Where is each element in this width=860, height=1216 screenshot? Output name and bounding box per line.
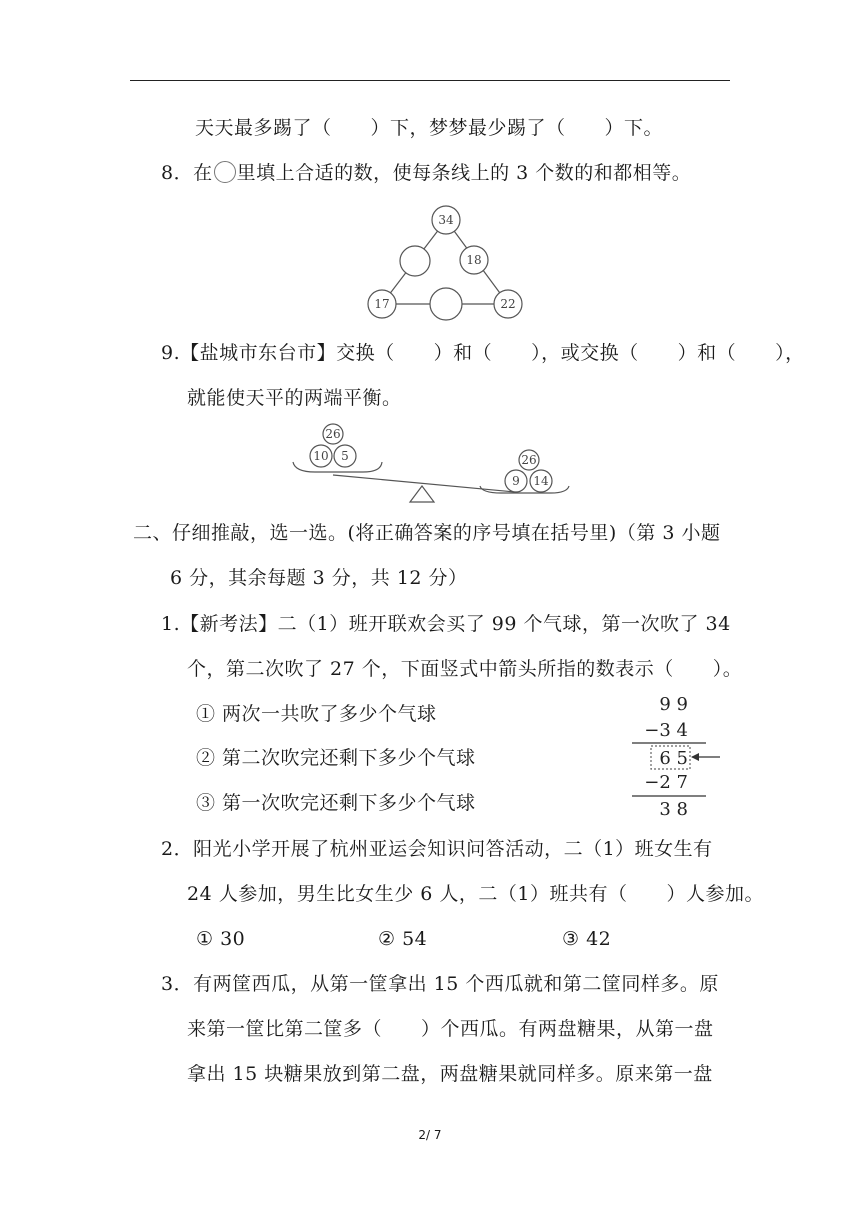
left-top-value: 26 [325, 427, 341, 441]
question-8-text: 里填上合适的数，使每条线上的 3 个数的和都相等。 [236, 162, 692, 184]
question-8 [161, 161, 691, 185]
section-2-heading-line-1: 二、仔细推敲，选一选。(将正确答案的序号填在括号里)（第 3 小题 [133, 522, 721, 544]
choice-3-line-1: 3．有两筐西瓜，从第一筐拿出 15 个西瓜就和第二筐同样多。原 [161, 973, 719, 995]
choice-1-option-3: ③ 第一次吹完还剩下多少个气球 [196, 792, 476, 814]
arrow-left-icon [691, 753, 699, 761]
choice-1-option-2: ② 第二次吹完还剩下多少个气球 [196, 747, 476, 769]
choice-2-option-b: ② 54 [378, 928, 428, 950]
choice-1-line-2: 个，第二次吹了 27 个，下面竖式中箭头所指的数表示（ ）。 [187, 658, 743, 680]
page-number: 2/ 7 [418, 1128, 442, 1142]
header-rule [130, 80, 730, 81]
choice-2-line-2: 24 人参加，男生比女生少 6 人，二（1）班共有（ ）人参加。 [187, 883, 764, 905]
circle-symbol-icon [214, 161, 236, 183]
choice-3-line-3: 拿出 15 块糖果放到第二盘，两盘糖果就同样多。原来第一盘 [187, 1063, 713, 1085]
triangle-bottom-left-value: 17 [374, 297, 390, 311]
circle-bottom-mid [430, 288, 462, 320]
choice-1-line-1: 1.【新考法】二（1）班开联欢会买了 99 个气球，第一次吹了 34 [161, 613, 731, 635]
subtraction-row-3: 6 5 [659, 748, 688, 769]
vertical-subtraction [620, 690, 735, 820]
balance-scale-diagram [285, 420, 580, 510]
right-a-value: 9 [512, 474, 520, 488]
question-8-number: 8．在 [161, 162, 213, 184]
choice-2-option-c: ③ 42 [562, 928, 612, 950]
subtraction-row-1: 9 9 [659, 694, 688, 715]
triangle-top-value: 34 [438, 213, 454, 227]
circle-left-mid [400, 246, 430, 276]
right-top-value: 26 [521, 453, 537, 467]
triangle-bottom-right-value: 22 [500, 297, 516, 311]
section-2-heading-line-2: 6 分，其余每题 3 分，共 12 分） [170, 567, 468, 589]
triangle-right-mid-value: 18 [466, 253, 482, 267]
question-7-continuation: 天天最多踢了（ ）下，梦梦最少踢了（ ）下。 [195, 117, 664, 139]
subtraction-row-2: −3 4 [644, 720, 688, 741]
balance-fulcrum [410, 486, 434, 502]
subtraction-row-5: 3 8 [659, 799, 688, 820]
left-a-value: 10 [313, 449, 329, 463]
triangle-diagram [360, 200, 530, 325]
left-b-value: 5 [341, 449, 349, 463]
choice-2-line-1: 2．阳光小学开展了杭州亚运会知识问答活动，二（1）班女生有 [161, 838, 713, 860]
question-9-line-1: 9.【盐城市东台市】交换（ ）和（ ），或交换（ ）和（ ）， [161, 342, 805, 364]
choice-2-option-a: ① 30 [196, 928, 246, 950]
question-9-line-2: 就能使天平的两端平衡。 [187, 387, 402, 409]
subtraction-row-4: −2 7 [644, 772, 688, 793]
right-b-value: 14 [533, 474, 549, 488]
choice-3-line-2: 来第一筐比第二筐多（ ）个西瓜。有两盘糖果，从第一盘 [187, 1018, 714, 1040]
choice-1-option-1: ① 两次一共吹了多少个气球 [196, 703, 437, 725]
